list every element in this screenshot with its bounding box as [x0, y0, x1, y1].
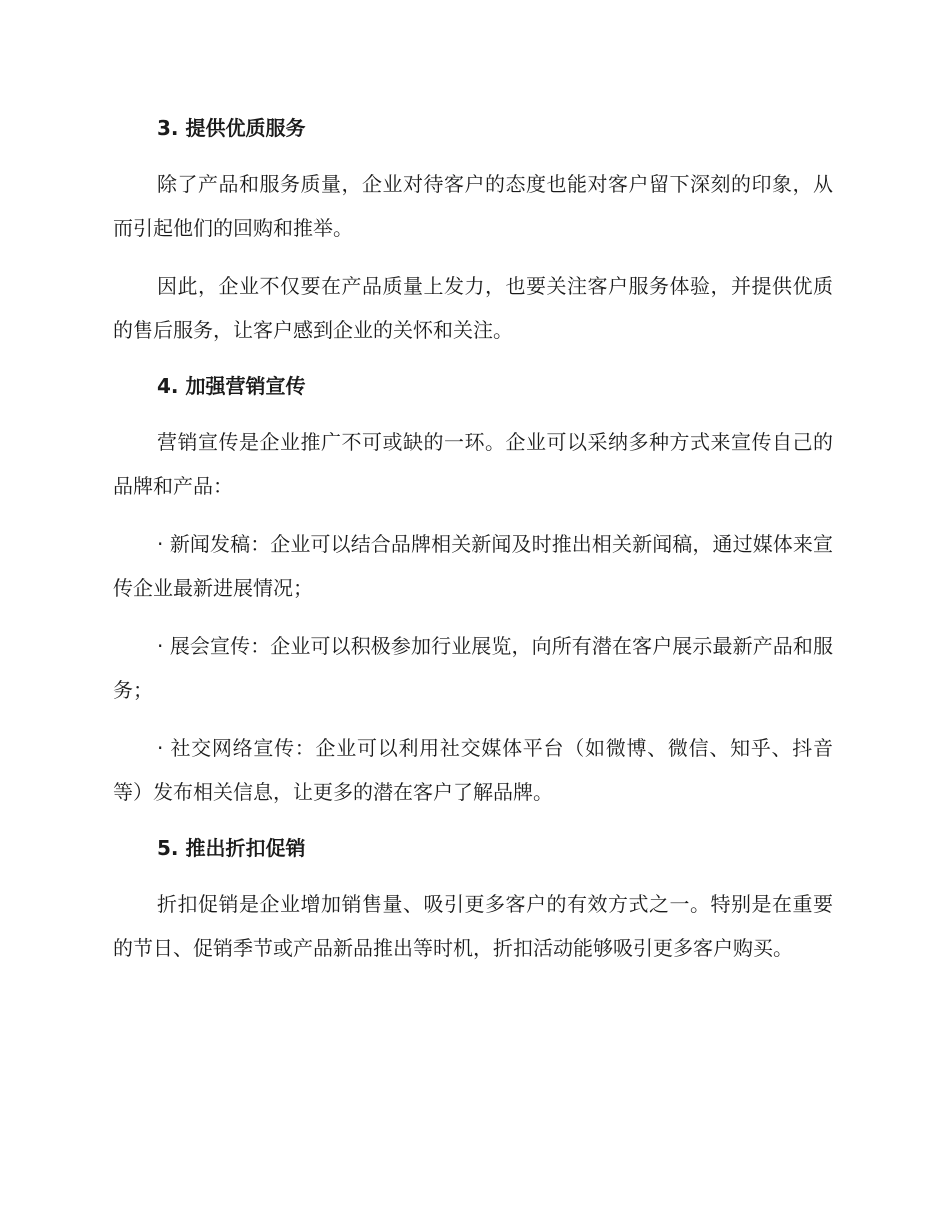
- paragraph: 除了产品和服务质量，企业对待客户的态度也能对客户留下深刻的印象，从而引起他们的回购和推举。: [113, 172, 833, 240]
- section-heading: 4. 加强营销宣传: [157, 374, 306, 398]
- document-page: [113, 108, 833, 984]
- paragraph: 营销宣传是企业推广不可或缺的一环。企业可以采纳多种方式来宣传自己的品牌和产品：: [113, 430, 833, 498]
- section-heading: 3. 提供优质服务: [157, 116, 306, 140]
- paragraph: 因此，企业不仅要在产品质量上发力，也要关注客户服务体验，并提供优质的售后服务，让客户感到企业的关怀和关注。: [113, 274, 833, 342]
- bullet-item: · 展会宣传：企业可以积极参加行业展览，向所有潜在客户展示最新产品和服务；: [113, 634, 833, 702]
- paragraph: 折扣促销是企业增加销售量、吸引更多客户的有效方式之一。特别是在重要的节日、促销季节或产品新品推出等时机，折扣活动能够吸引更多客户购买。: [113, 892, 833, 960]
- section-heading: 5. 推出折扣促销: [157, 836, 306, 860]
- bullet-item: · 新闻发稿：企业可以结合品牌相关新闻及时推出相关新闻稿，通过媒体来宣传企业最新进展情况；: [113, 532, 833, 600]
- bullet-item: · 社交网络宣传：企业可以利用社交媒体平台（如微博、微信、知乎、抖音等）发布相关信息，让更多的潜在客户了解品牌。: [113, 736, 833, 804]
